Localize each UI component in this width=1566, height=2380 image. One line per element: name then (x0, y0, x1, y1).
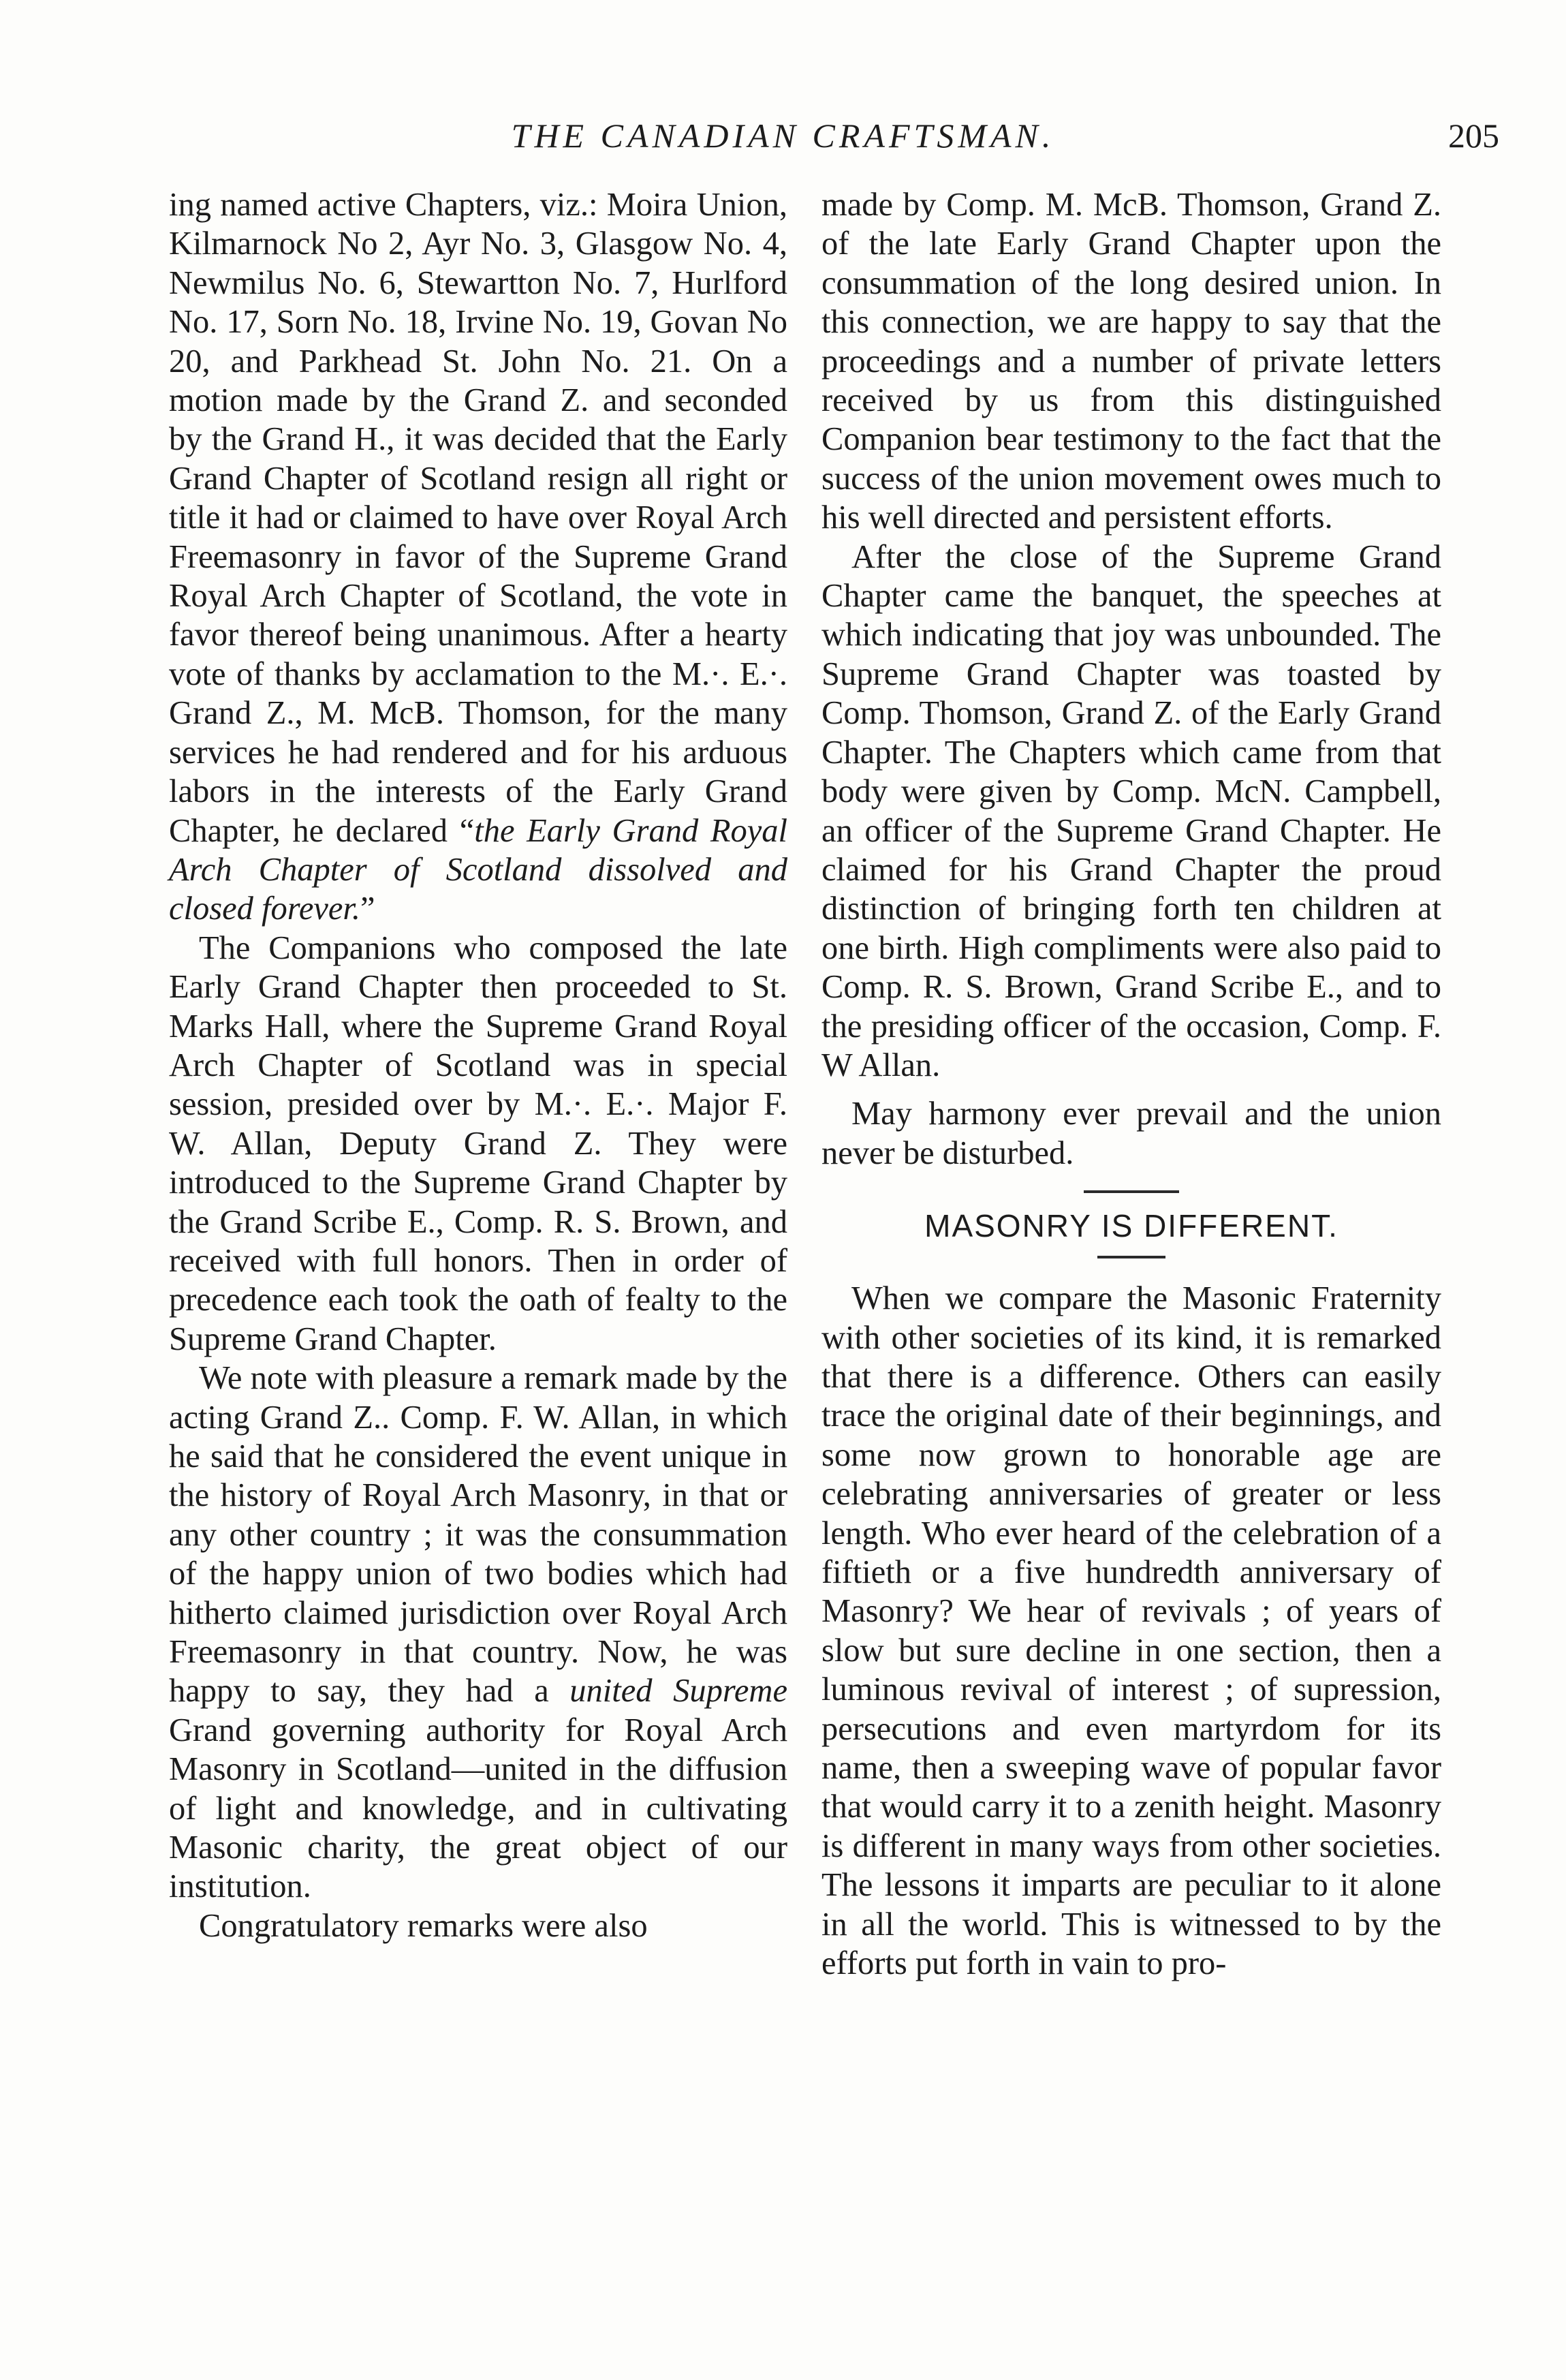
paragraph: The Companions who composed the late Early Grand Chapter then proceeded to St. Marks Hall, where the Supreme Grand Royal Arch Chapter of Scotland was in special session, presided over by M.·. E.·. Major F. W. Allan, Deputy Grand Z. They were introduced to the Supreme Grand Chapter by the Grand Scribe E., Comp. R. S. Brown, and received with full honors. Then in order of precedence each took the oath of fealty to the Supreme Grand Chapter. (169, 929, 787, 1357)
paragraph: When we compare the Masonic Fraternity with other societies of its kind, it is remarked that there is a difference. Others can easily trace the original date of their beginnings, and some now grown to honorable age are celebrating anniversaries of greater or less length. Who ever heard of the celebration of a fiftieth or a five hundredth anniversary of Masonry? We hear of revivals ; of years of slow but sure decline in one section, then a luminous revival of interest ; of supression, persecutions and even martyrdom for its name, then a sweeping wave of popular favor that would carry it to a zenith height. Masonry is different in many ways from other societies. The lessons it imparts are peculiar to it alone in all the world. This is witnessed to by the efforts put forth in vain to pro- (821, 1280, 1441, 1982)
journal-title: THE CANADIAN CRAFTSMAN. (511, 117, 1055, 155)
divider-rule (1097, 1256, 1165, 1258)
italic-quote: the Early Grand Royal Arch Chapter of Scotland dissolved and closed forever. (169, 812, 787, 927)
quote-close: ” (360, 891, 375, 927)
running-head (0, 109, 1566, 164)
paragraph: Congratulatory remarks were also (199, 1907, 648, 1944)
divider-rule (1084, 1190, 1179, 1193)
paragraph-text: We note with pleasure a remark made by the acting Grand Z.. Comp. F. W. Allan, in which he said that he considered the event unique in the history of Royal Arch Masonry, in that or any other country ; it was the consummation of the happy union of two bodies which had hitherto claimed jurisdiction over Royal Arch Freemasonry in that country. Now, he was happy to say, they had a (169, 1360, 787, 1710)
right-column (821, 185, 1441, 1983)
paragraph-text: ing named active Chapters, viz.: Moira Union, Kilmarnock No 2, Ayr No. 3, Glasgow No. 4, Newmilus No. 6, Stewartton No. 7, Hurlford No. 17, Sorn No. 18, Irvine No. 19, Govan No 20, and Parkhead St. John No. 21. On a motion made by the Grand Z. and seconded by the Grand H., it was decided that the Early Grand Chapter of Scotland resign all right or title it had or claimed to have over Royal Arch Freemasonry in favor of the Supreme Grand Royal Arch Chapter of Scotland, the vote in favor thereof being unanimous. After a hearty vote of thanks by acclamation to the M.·. E.·. Grand Z., M. McB. Thomson, for the many services he had rendered and for his arduous labors in the interests of the Early Grand Chapter, he declared “ (169, 187, 787, 849)
italic-phrase: united Supreme (569, 1673, 787, 1710)
paragraph (169, 185, 787, 929)
left-column (169, 185, 787, 1945)
page-number: 205 (1448, 117, 1499, 155)
paragraph: made by Comp. M. McB. Thomson, Grand Z. of the late Early Grand Chapter upon the consummation of the long desired union. In this connection, we are happy to say that the proceedings and a number of private letters received by us from this distinguished Companion bear testimony to the fact that the success of the union movement owes much to his well directed and persistent efforts. (821, 187, 1441, 536)
section-heading: MASONRY IS DIFFERENT. (924, 1208, 1338, 1244)
paragraph-text: Grand governing authority for Royal Arch Masonry in Scotland—united in the diffusion of light and knowledge, and in cultivating Masonic charity, the great object of our institution. (169, 1712, 787, 1905)
paragraph: After the close of the Supreme Grand Chapter came the banquet, the speeches at which indicating that joy was unbounded. The Supreme Grand Chapter was toasted by Comp. Thomson, Grand Z. of the Early Grand Chapter. The Chapters which came from that body were given by Comp. McN. Campbell, an officer of the Supreme Grand Chapter. He claimed for his Grand Chapter the proud distinction of bringing forth ten children at one birth. High compliments were also paid to Comp. R. S. Brown, Grand Scribe E., and to the presiding officer of the occasion, Comp. F. W Allan. (821, 538, 1441, 1083)
paragraph (169, 1359, 787, 1906)
paragraph: May harmony ever prevail and the union never be disturbed. (821, 1096, 1441, 1171)
